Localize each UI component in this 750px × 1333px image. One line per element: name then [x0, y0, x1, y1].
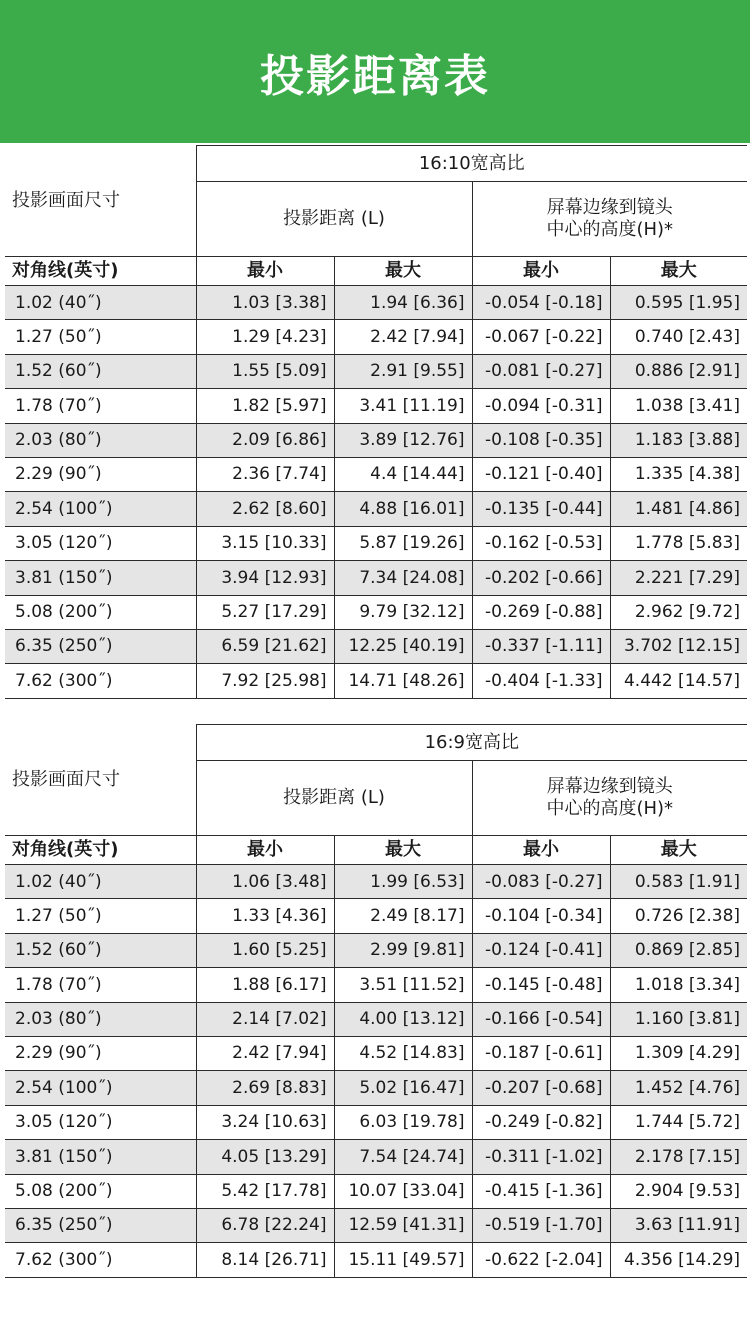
height-min-cell: -0.081 [-0.27] — [472, 354, 610, 388]
distance-max-cell: 14.71 [48.26] — [334, 664, 472, 698]
distance-max-cell: 5.87 [19.26] — [334, 526, 472, 560]
distance-max-cell: 6.03 [19.78] — [334, 1105, 472, 1139]
diagonal-cell: 5.08 (200˝) — [5, 595, 196, 629]
distance-min-cell: 5.42 [17.78] — [196, 1174, 334, 1208]
height-min-cell: -0.121 [-0.40] — [472, 457, 610, 491]
screen-size-label: 投影画面尺寸 — [5, 146, 196, 257]
distance-max-cell: 2.42 [7.94] — [334, 320, 472, 354]
distance-header: 投影距离 (L) — [196, 182, 472, 257]
height-header — [472, 761, 747, 836]
diagonal-cell: 1.27 (50˝) — [5, 320, 196, 354]
projection-table-16-10 — [5, 145, 747, 699]
table-row — [5, 595, 747, 629]
distance-min-label: 最小 — [196, 257, 334, 286]
aspect-ratio-header: 16:10宽高比 — [196, 146, 747, 182]
distance-max-cell: 4.00 [13.12] — [334, 1002, 472, 1036]
height-max-cell: 0.595 [1.95] — [610, 286, 747, 320]
distance-min-cell: 1.33 [4.36] — [196, 899, 334, 933]
height-max-cell: 2.962 [9.72] — [610, 595, 747, 629]
diagonal-cell: 1.02 (40˝) — [5, 865, 196, 899]
height-min-cell: -0.249 [-0.82] — [472, 1105, 610, 1139]
table-row — [5, 526, 747, 560]
projection-table-16-9 — [5, 724, 747, 1278]
height-max-cell: 1.018 [3.34] — [610, 968, 747, 1002]
height-max-cell: 4.356 [14.29] — [610, 1243, 747, 1277]
height-max-cell: 0.886 [2.91] — [610, 354, 747, 388]
distance-min-cell: 3.15 [10.33] — [196, 526, 334, 560]
diagonal-cell: 1.78 (70˝) — [5, 968, 196, 1002]
diagonal-cell: 1.02 (40˝) — [5, 286, 196, 320]
height-header — [472, 182, 747, 257]
height-min-cell: -0.311 [-1.02] — [472, 1140, 610, 1174]
diagonal-cell: 2.54 (100˝) — [5, 492, 196, 526]
height-max-cell: 3.702 [12.15] — [610, 629, 747, 663]
distance-min-cell: 6.78 [22.24] — [196, 1208, 334, 1242]
height-max-cell: 0.726 [2.38] — [610, 899, 747, 933]
title-banner — [0, 0, 750, 143]
height-max-cell: 2.221 [7.29] — [610, 561, 747, 595]
distance-min-cell: 1.55 [5.09] — [196, 354, 334, 388]
height-min-cell: -0.337 [-1.11] — [472, 629, 610, 663]
distance-max-label: 最大 — [334, 257, 472, 286]
distance-max-cell: 15.11 [49.57] — [334, 1243, 472, 1277]
height-max-cell: 4.442 [14.57] — [610, 664, 747, 698]
diagonal-cell: 2.54 (100˝) — [5, 1071, 196, 1105]
table-row — [5, 354, 747, 388]
diagonal-label: 对角线(英寸) — [5, 836, 196, 865]
diagonal-cell: 2.29 (90˝) — [5, 457, 196, 491]
diagonal-cell: 7.62 (300˝) — [5, 664, 196, 698]
distance-min-cell: 1.88 [6.17] — [196, 968, 334, 1002]
distance-max-cell: 4.4 [14.44] — [334, 457, 472, 491]
height-max-cell: 1.335 [4.38] — [610, 457, 747, 491]
distance-min-cell: 3.94 [12.93] — [196, 561, 334, 595]
table-row — [5, 1140, 747, 1174]
table-row — [5, 899, 747, 933]
table-row — [5, 423, 747, 457]
height-max-cell: 2.178 [7.15] — [610, 1140, 747, 1174]
table-row — [5, 968, 747, 1002]
distance-max-cell: 12.59 [41.31] — [334, 1208, 472, 1242]
distance-min-cell: 1.03 [3.38] — [196, 286, 334, 320]
table-row — [5, 1105, 747, 1139]
height-min-cell: -0.067 [-0.22] — [472, 320, 610, 354]
distance-max-cell: 5.02 [16.47] — [334, 1071, 472, 1105]
height-min-cell: -0.108 [-0.35] — [472, 423, 610, 457]
height-min-cell: -0.145 [-0.48] — [472, 968, 610, 1002]
diagonal-cell: 3.05 (120˝) — [5, 1105, 196, 1139]
aspect-ratio-header: 16:9宽高比 — [196, 725, 747, 761]
height-min-cell: -0.135 [-0.44] — [472, 492, 610, 526]
height-max-cell: 1.309 [4.29] — [610, 1036, 747, 1070]
height-min-cell: -0.104 [-0.34] — [472, 899, 610, 933]
distance-min-cell: 2.14 [7.02] — [196, 1002, 334, 1036]
height-max-cell: 1.452 [4.76] — [610, 1071, 747, 1105]
table-row — [5, 320, 747, 354]
height-max-cell: 1.183 [3.88] — [610, 423, 747, 457]
diagonal-cell: 2.03 (80˝) — [5, 1002, 196, 1036]
height-header-line2: 中心的高度(H)* — [546, 219, 674, 240]
distance-max-cell: 2.49 [8.17] — [334, 899, 472, 933]
distance-header: 投影距离 (L) — [196, 761, 472, 836]
height-min-cell: -0.207 [-0.68] — [472, 1071, 610, 1105]
height-min-cell: -0.166 [-0.54] — [472, 1002, 610, 1036]
height-max-cell: 0.869 [2.85] — [610, 933, 747, 967]
height-min-cell: -0.269 [-0.88] — [472, 595, 610, 629]
height-min-cell: -0.415 [-1.36] — [472, 1174, 610, 1208]
distance-max-cell: 3.89 [12.76] — [334, 423, 472, 457]
distance-max-cell: 2.99 [9.81] — [334, 933, 472, 967]
height-max-cell: 1.481 [4.86] — [610, 492, 747, 526]
table-row — [5, 389, 747, 423]
distance-min-cell: 2.09 [6.86] — [196, 423, 334, 457]
distance-max-cell: 4.88 [16.01] — [334, 492, 472, 526]
distance-min-cell: 6.59 [21.62] — [196, 629, 334, 663]
height-min-label: 最小 — [472, 836, 610, 865]
diagonal-cell: 1.52 (60˝) — [5, 354, 196, 388]
distance-min-cell: 8.14 [26.71] — [196, 1243, 334, 1277]
height-header-line1: 屏幕边缘到镜头 — [546, 776, 673, 798]
height-max-cell: 1.744 [5.72] — [610, 1105, 747, 1139]
height-max-label: 最大 — [610, 257, 747, 286]
height-min-cell: -0.094 [-0.31] — [472, 389, 610, 423]
height-min-cell: -0.083 [-0.27] — [472, 865, 610, 899]
table-row — [5, 1071, 747, 1105]
distance-max-cell: 2.91 [9.55] — [334, 354, 472, 388]
height-min-cell: -0.124 [-0.41] — [472, 933, 610, 967]
distance-min-label: 最小 — [196, 836, 334, 865]
diagonal-cell: 2.03 (80˝) — [5, 423, 196, 457]
distance-max-label: 最大 — [334, 836, 472, 865]
diagonal-cell: 6.35 (250˝) — [5, 629, 196, 663]
distance-max-cell: 12.25 [40.19] — [334, 629, 472, 663]
height-max-cell: 2.904 [9.53] — [610, 1174, 747, 1208]
table-row — [5, 457, 747, 491]
screen-size-label: 投影画面尺寸 — [5, 725, 196, 836]
diagonal-cell: 6.35 (250˝) — [5, 1208, 196, 1242]
height-max-label: 最大 — [610, 836, 747, 865]
diagonal-label: 对角线(英寸) — [5, 257, 196, 286]
table-row — [5, 1036, 747, 1070]
height-header-line1: 屏幕边缘到镜头 — [546, 197, 673, 219]
height-min-cell: -0.519 [-1.70] — [472, 1208, 610, 1242]
height-min-cell: -0.162 [-0.53] — [472, 526, 610, 560]
table-row — [5, 286, 747, 320]
distance-min-cell: 1.82 [5.97] — [196, 389, 334, 423]
table-row — [5, 629, 747, 663]
diagonal-cell: 2.29 (90˝) — [5, 1036, 196, 1070]
table-row — [5, 664, 747, 698]
height-max-cell: 1.038 [3.41] — [610, 389, 747, 423]
table-row — [5, 492, 747, 526]
height-min-cell: -0.404 [-1.33] — [472, 664, 610, 698]
distance-min-cell: 3.24 [10.63] — [196, 1105, 334, 1139]
height-max-cell: 3.63 [11.91] — [610, 1208, 747, 1242]
height-min-cell: -0.202 [-0.66] — [472, 561, 610, 595]
table-row — [5, 1002, 747, 1036]
table-body — [5, 725, 747, 1278]
distance-min-cell: 4.05 [13.29] — [196, 1140, 334, 1174]
height-min-cell: -0.054 [-0.18] — [472, 286, 610, 320]
distance-max-cell: 4.52 [14.83] — [334, 1036, 472, 1070]
table-row — [5, 865, 747, 899]
diagonal-cell: 3.81 (150˝) — [5, 1140, 196, 1174]
diagonal-cell: 3.05 (120˝) — [5, 526, 196, 560]
distance-max-cell: 7.34 [24.08] — [334, 561, 472, 595]
distance-min-cell: 1.29 [4.23] — [196, 320, 334, 354]
diagonal-cell: 3.81 (150˝) — [5, 561, 196, 595]
distance-min-cell: 1.06 [3.48] — [196, 865, 334, 899]
height-max-cell: 1.160 [3.81] — [610, 1002, 747, 1036]
distance-max-cell: 10.07 [33.04] — [334, 1174, 472, 1208]
page-title: 投影距离表 — [260, 50, 490, 102]
diagonal-cell: 5.08 (200˝) — [5, 1174, 196, 1208]
height-min-cell: -0.187 [-0.61] — [472, 1036, 610, 1070]
table-row — [5, 933, 747, 967]
distance-min-cell: 2.36 [7.74] — [196, 457, 334, 491]
table-body — [5, 146, 747, 699]
diagonal-cell: 1.78 (70˝) — [5, 389, 196, 423]
table-row — [5, 1174, 747, 1208]
height-min-cell: -0.622 [-2.04] — [472, 1243, 610, 1277]
distance-min-cell: 2.69 [8.83] — [196, 1071, 334, 1105]
distance-min-cell: 5.27 [17.29] — [196, 595, 334, 629]
distance-max-cell: 3.51 [11.52] — [334, 968, 472, 1002]
distance-max-cell: 9.79 [32.12] — [334, 595, 472, 629]
height-header-line2: 中心的高度(H)* — [546, 798, 674, 819]
diagonal-cell: 1.27 (50˝) — [5, 899, 196, 933]
distance-min-cell: 2.62 [8.60] — [196, 492, 334, 526]
height-min-label: 最小 — [472, 257, 610, 286]
table-row — [5, 1208, 747, 1242]
distance-max-cell: 1.99 [6.53] — [334, 865, 472, 899]
distance-max-cell: 3.41 [11.19] — [334, 389, 472, 423]
height-max-cell: 1.778 [5.83] — [610, 526, 747, 560]
distance-max-cell: 7.54 [24.74] — [334, 1140, 472, 1174]
table-row — [5, 561, 747, 595]
distance-min-cell: 7.92 [25.98] — [196, 664, 334, 698]
diagonal-cell: 7.62 (300˝) — [5, 1243, 196, 1277]
diagonal-cell: 1.52 (60˝) — [5, 933, 196, 967]
distance-min-cell: 1.60 [5.25] — [196, 933, 334, 967]
distance-max-cell: 1.94 [6.36] — [334, 286, 472, 320]
table-row — [5, 1243, 747, 1277]
height-max-cell: 0.740 [2.43] — [610, 320, 747, 354]
distance-min-cell: 2.42 [7.94] — [196, 1036, 334, 1070]
height-max-cell: 0.583 [1.91] — [610, 865, 747, 899]
